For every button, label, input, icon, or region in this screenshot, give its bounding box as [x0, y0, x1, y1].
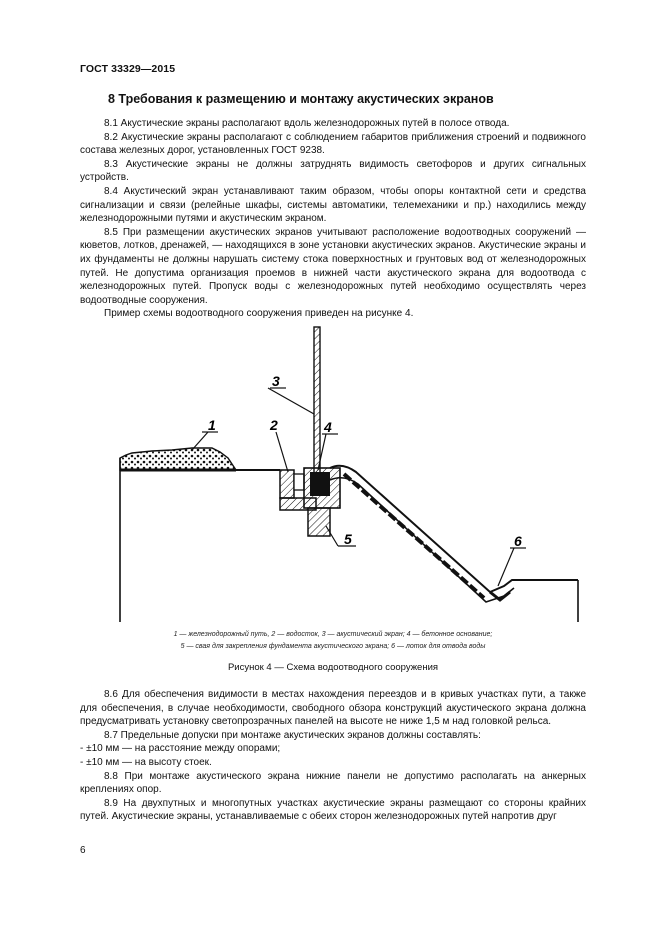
paragraph-8-4: 8.4 Акустический экран устанавливают таким образом, чтобы опоры контактной сети и средства сигнализации и связи (релейные шкафы, системы автоматики, телемеханики и пр.) находились между железнодорожными путями и акустическим экраном. [80, 185, 586, 225]
slope-lining-inner [330, 478, 514, 602]
label-6: 6 [514, 533, 522, 549]
page-number: 6 [80, 845, 86, 856]
drain-wall-left [280, 470, 294, 498]
paragraph-8-1: 8.1 Акустические экраны располагают вдоль железнодорожных путей в полосе отвода. [104, 118, 510, 129]
label-2: 2 [270, 417, 278, 433]
tolerance-item-1: - ±10 мм — на расстояние между опорами; [80, 743, 281, 755]
label-4: 4 [324, 419, 332, 435]
foundation-pile [308, 508, 330, 536]
paragraph-8-7: 8.7 Предельные допуски при монтаже акустических экранов должны составлять: [104, 729, 481, 741]
document-code: ГОСТ 33329—2015 [80, 63, 176, 75]
tolerance-item-2: - ±10 мм — на высоту стоек. [80, 756, 212, 768]
paragraph-8-2: 8.2 Акустические экраны располагают с соблюдением габаритов приближения строений и подвижного состава железных дорог, установленных ГОСТ 9238. [80, 131, 586, 157]
drainage-diagram [112, 322, 582, 622]
paragraph-8-8: 8.8 При монтаже акустического экрана нижние панели не допустимо располагать на анкерных креплениях опор. [80, 770, 586, 796]
drainage-tray [490, 592, 510, 600]
paragraph-8-5: 8.5 При размещении акустических экранов учитывают расположение водоотводных сооружений — кюветов, лотков, дренажей, — находящихся в зоне установки акустических экранов. Акустические экраны и их фундаменты не должны нарушать систему стока поверхностных и грунтовых вод от железнодорожных путей. Не допустима организация проемов в нижней части акустического экрана для водоотвода с железнодорожных путей. Пропуск воды с железнодорожных путей необходимо осуществлять через водоотводные сооружения. [80, 226, 586, 306]
paragraphs-top [80, 117, 586, 321]
leader-1 [192, 432, 208, 450]
label-1: 1 [208, 417, 216, 433]
foundation-core [310, 472, 330, 496]
paragraph-8-6: 8.6 Для обеспечения видимости в местах нахождения переездов и в кривых участках пути, а также для обеспечения, в случае необходимости, свободного обзора конструкций акустического экрана должна предусматривать установку светопрозрачных панелей на высоте не ниже 1,5 м над головкой рельса. [80, 689, 586, 728]
label-5: 5 [344, 531, 352, 547]
figure-legend [80, 629, 586, 653]
track-ballast [120, 448, 236, 470]
section-title: 8 Требования к размещению и монтажу акустических экранов [108, 92, 494, 106]
leader-3 [268, 388, 314, 414]
paragraphs-bottom [80, 688, 586, 824]
legend-line-2: 5 — свая для закрепления фундамента акустического экрана; 6 — лоток для отвода воды [180, 643, 486, 650]
leader-2 [276, 432, 288, 472]
drain-opening [294, 474, 304, 490]
paragraph-8-3: 8.3 Акустические экраны не должны затруднять видимость светофоров и других сигнальных устройств. [80, 158, 586, 184]
label-3: 3 [272, 373, 280, 389]
figure-caption: Рисунок 4 — Схема водоотводного сооружения [227, 662, 439, 673]
paragraph-8-9: 8.9 На двухпутных и многопутных участках акустические экраны размещают со стороны крайних путей. Акустические экраны, устанавливаемые с обеих сторон железнодорожных путей напротив друг [80, 797, 586, 823]
legend-line-1: 1 — железнодорожный путь, 2 — водосток, 3 — акустический экран; 4 — бетонное основание; [173, 631, 493, 638]
acoustic-screen [314, 327, 320, 473]
drainage-figure [112, 322, 582, 622]
figure-reference: Пример схемы водоотводного сооружения приведен на рисунке 4. [104, 308, 414, 320]
